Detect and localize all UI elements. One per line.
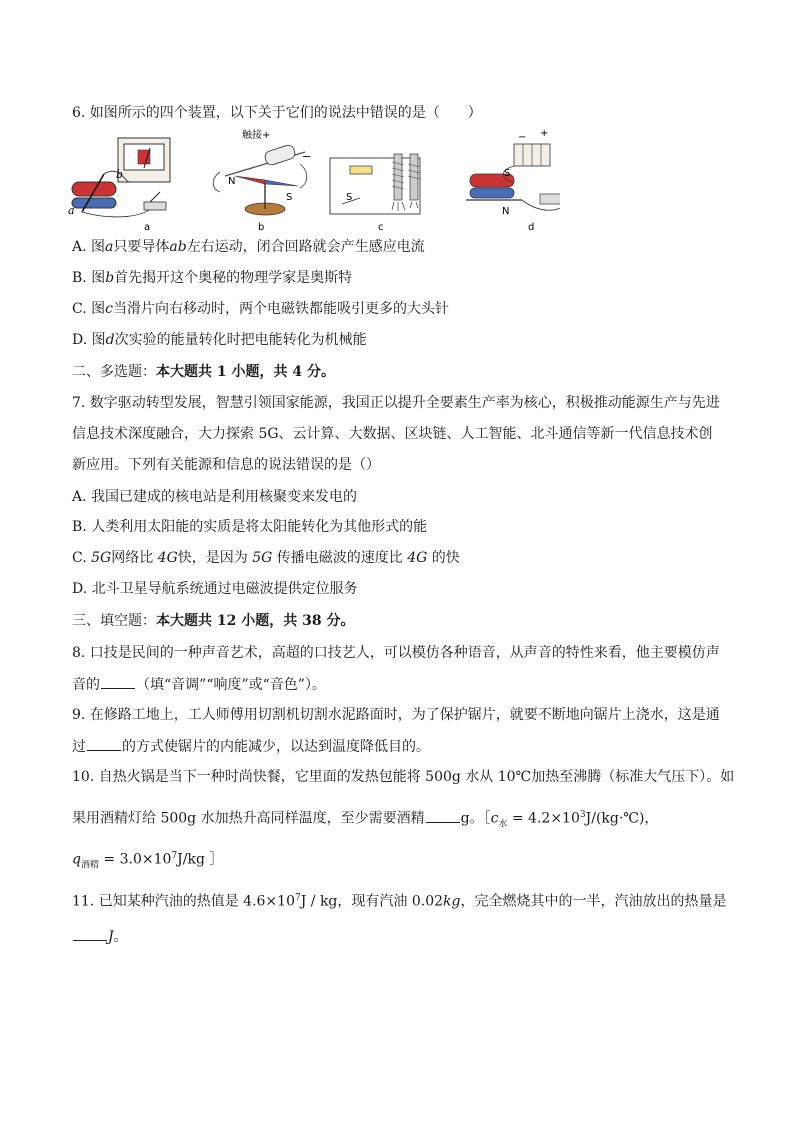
q6-option-c: C. 图c当滑片向右移动时，两个电磁铁都能吸引更多的大头针 [72,301,449,317]
q11-answer-blank[interactable] [73,926,107,941]
figure-d-motor [466,144,560,210]
q7-stem-line3: 新应用。下列有关能源和信息的说法错误的是（） [72,457,380,473]
q9-stem-line1: 9. 在修路工地上，工人师傅用切割机切割水泥路面时，为了保护锯片，就要不断地向锯片上浇水，这是通 [72,707,720,723]
fig-caption-a: a [144,222,151,233]
q6-option-b: B. 图b首先揭开这个奥秘的物理学家是奥斯特 [72,270,353,286]
figure-c-electromagnets [330,154,420,214]
fig-b-pole-n: N [228,176,236,187]
q7-stem-line1: 7. 数字驱动转型发展，智慧引领国家能源，我国正以提升全要素生产率为核心，积极推动能源生产与先进 [72,395,720,411]
q6-option-d: D. 图d次实验的能量转化时把电能转化为机械能 [72,332,367,348]
q6-option-a: A. 图a只要导体ab左右运动，闭合回路就会产生感应电流 [72,239,425,255]
fig-c-switch-s: S [346,192,353,203]
fig-caption-b: b [258,222,265,233]
fig-b-minus: − [302,150,312,163]
q8-stem-line2: 音的 （填“音调”“响度”或“音色”）。 [72,674,722,695]
fig-a-conductor-b: b [116,168,124,181]
q10-answer-blank[interactable] [426,808,460,823]
q6-figures [60,124,560,234]
fig-caption-c: c [378,222,384,233]
fig-d-minus: − [518,132,527,143]
q9-answer-blank[interactable] [87,736,121,751]
section-3-heading: 三、填空题：本大题共 12 小题，共 38 分。 [72,613,355,629]
fig-b-pole-s: S [286,192,293,203]
q9-stem-line2: 过 的方式使锯片的内能减少，以达到温度降低目的。 [72,736,722,757]
q8-stem-line1: 8. 口技是民间的一种声音艺术，高超的口技艺人，可以模仿各种语音，从声音的特性来看，他主要模仿声 [72,645,720,661]
q10-stem-line2: 果用酒精灯给 500g 水加热升高同样温度，至少需要酒精 g。$[c_水$ = $4.2\times 10^3J/(kg\cdot℃)$， [72,805,722,834]
q11-stem-line1: 11. 已知某种汽油的热值是 $4.6\times 10^7J$ / kg，现有汽油 0.02kg，完全燃烧其中的一半，汽油放出的热量是 [72,893,727,910]
q11-stem-line2: J。 [72,926,722,947]
q6-stem: 6. 如图所示的四个装置，以下关于它们的说法中错误的是（ ） [72,105,482,121]
q8-answer-blank[interactable] [101,674,135,689]
q7-option-a: A. 我国已建成的核电站是利用核聚变来发电的 [72,489,358,505]
q6-figure-svg [60,124,560,234]
fig-b-touch-text: 触接+ [242,130,271,141]
q7-option-d: D. 北斗卫星导航系统通过电磁波提供定位服务 [72,581,358,597]
q10-stem-line1: 10. 自热火锅是当下一种时尚快餐，它里面的发热包能将 500g 水从 10℃加热至沸腾（标准大气压下）。如 [72,769,735,785]
fig-d-plus: + [540,128,549,139]
q7-option-c: C. 5G网络比 4G快，是因为 5G 传播电磁波的速度比 4G 的快 [72,550,460,566]
q7-option-b: B. 人类利用太阳能的实质是将太阳能转化为其他形式的能 [72,519,428,535]
section-2-heading: 二、多选题：本大题共 1 小题，共 4 分。 [72,364,335,380]
fig-d-pole-n: N [502,206,510,217]
fig-caption-d: d [528,222,535,233]
fig-a-conductor-a: a [68,204,75,217]
fig-d-pole-s: S [504,168,511,179]
q10-stem-line3: $q_{酒精} = 3.0\times 10^7J/kg$ ］ [72,851,224,871]
q7-stem-line2: 信息技术深度融合，大力探索 5G、云计算、大数据、区块链、人工智能、北斗通信等新一代信息技术创 [72,426,713,442]
